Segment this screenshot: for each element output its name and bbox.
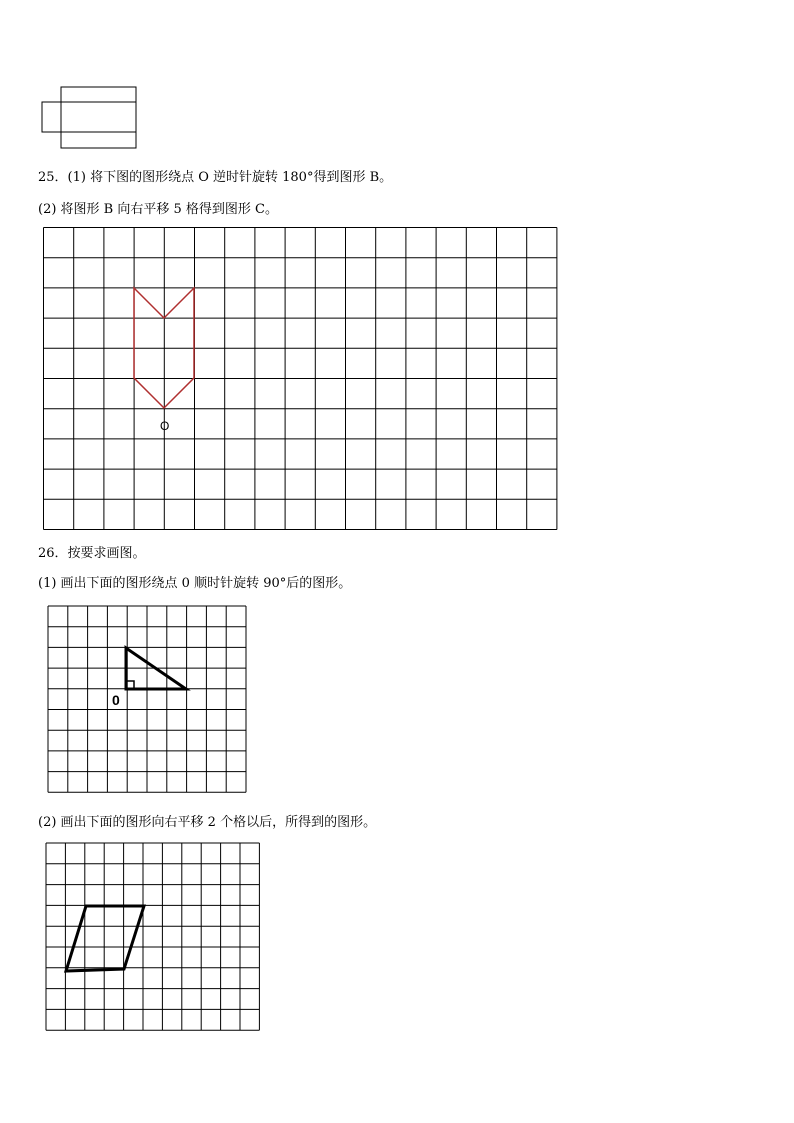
q26-part2: (2) 画出下面的图形向右平移 2 个格以后，所得到的图形。 [38, 815, 377, 830]
q25-line2: (2) 将图形 B 向右平移 5 格得到图形 C。 [38, 202, 278, 217]
q26-parallelogram [66, 906, 144, 971]
q26-title: 26．按要求画图。 [38, 546, 146, 561]
q26-part1: (1) 画出下面的图形绕点 0 顺时针旋转 90°后的图形。 [38, 576, 352, 591]
q25-line1: 25．(1) 将下图的图形绕点 O 逆时针旋转 180°得到图形 B。 [38, 170, 393, 185]
q25-point-o-label: O [160, 419, 170, 433]
q26-point-0-label: 0 [112, 692, 120, 708]
